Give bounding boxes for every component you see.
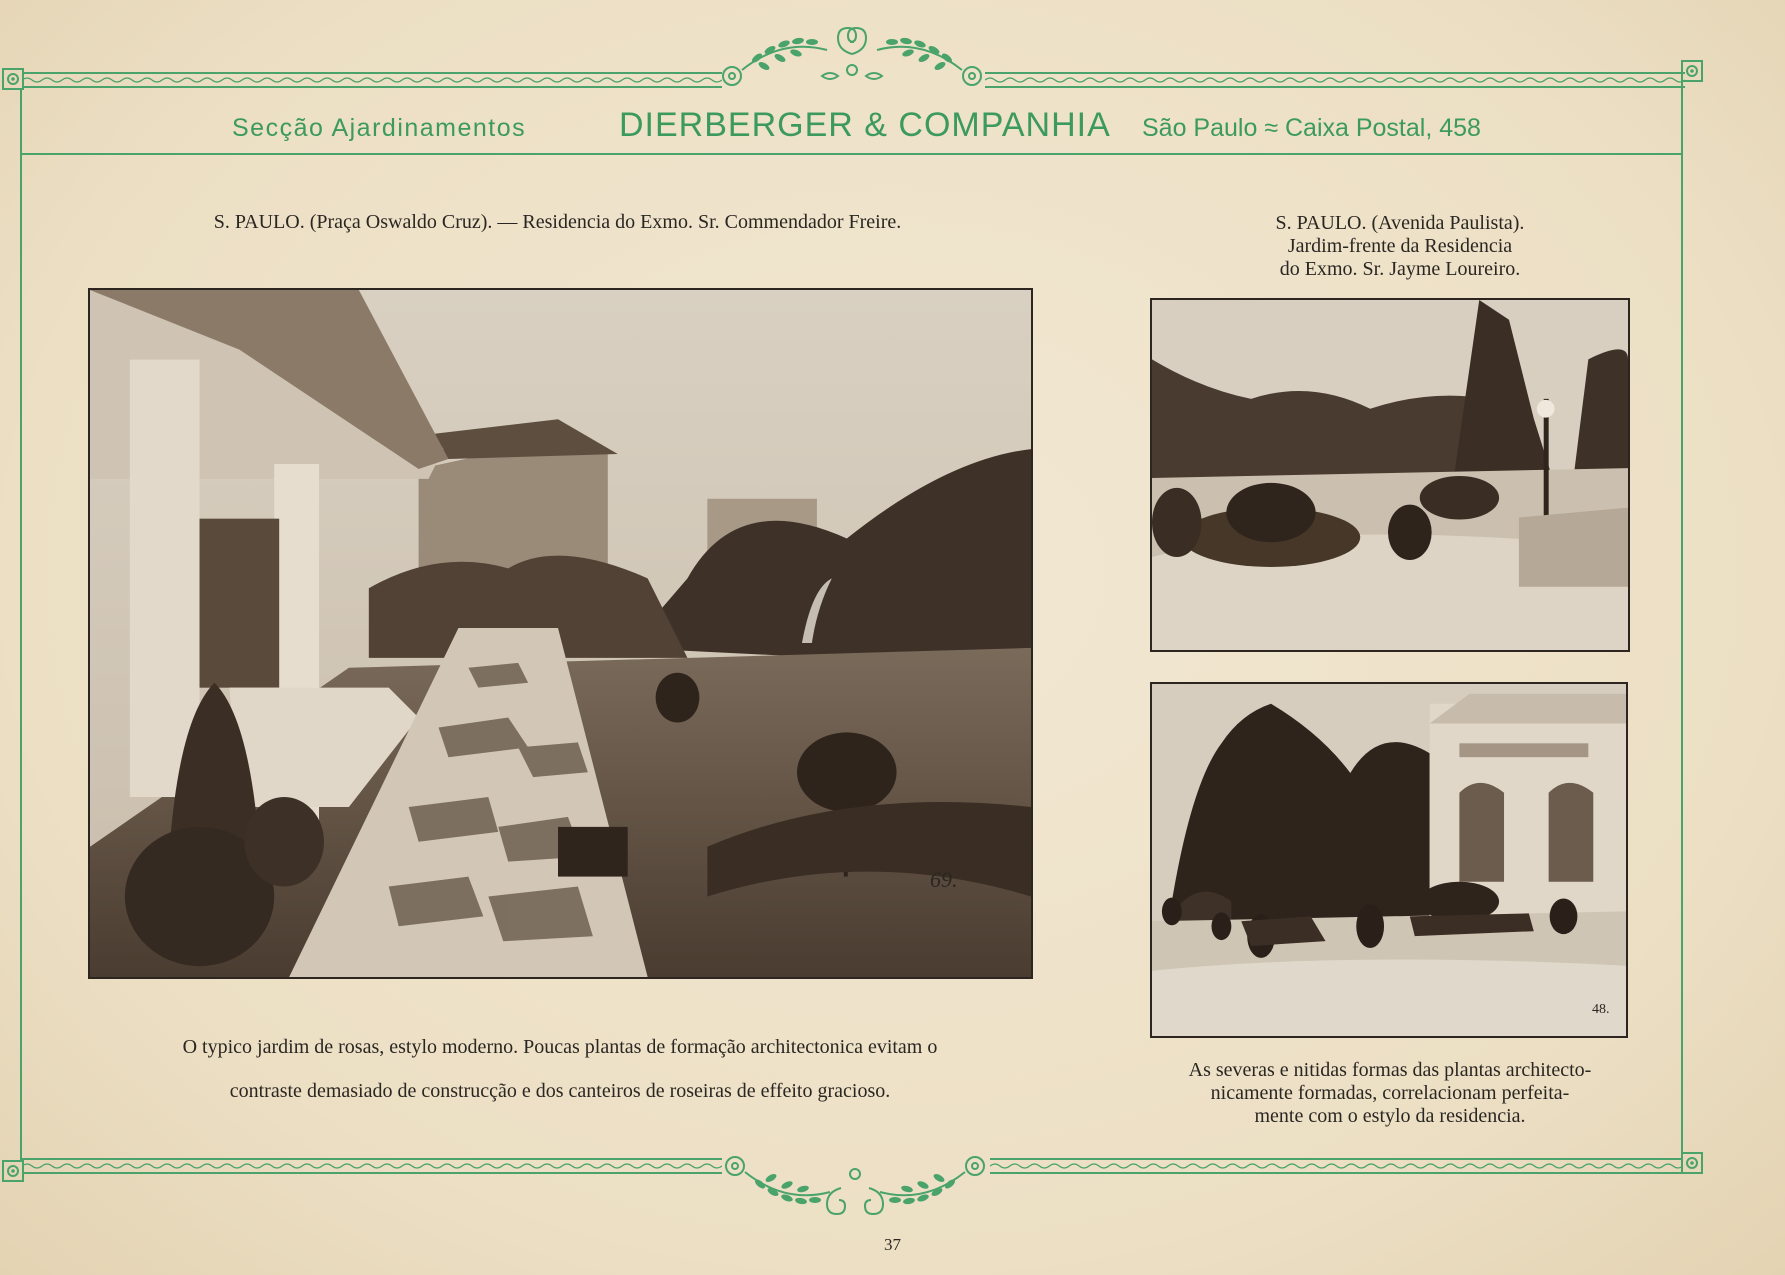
- section-title: Secção Ajardinamentos: [232, 114, 527, 142]
- top-border-line-lower: [985, 86, 1685, 88]
- header-rule: [20, 153, 1683, 155]
- bottom-laurel-ornament: [715, 1152, 995, 1224]
- bottom-border-line: [22, 1158, 722, 1160]
- corner-rosette-icon: [2, 1160, 24, 1182]
- top-border-line: [985, 72, 1685, 74]
- top-laurel-ornament: [712, 18, 992, 90]
- company-name: DIERBERGER & COMPANHIA: [619, 106, 1111, 144]
- right-description-line2: nicamente formadas, correlacionam perfeita-: [1210, 1082, 1570, 1104]
- corner-rosette-icon: [1681, 60, 1703, 82]
- photo-number: 69.: [930, 867, 958, 892]
- top-border-line: [22, 72, 722, 74]
- right-bottom-garden-photo: [1150, 682, 1628, 1038]
- left-border-line: [20, 90, 22, 1162]
- right-description-line1: As severas e nitidas formas das plantas architecto-: [1188, 1059, 1592, 1081]
- left-description-line2: contraste demasiado de construcção e dos canteiros de roseiras de effeito gracioso.: [229, 1080, 891, 1102]
- bottom-border-wave: [990, 1162, 1683, 1170]
- left-description-line1: O typico jardim de rosas, estylo moderno. Poucas plantas de formação architectonica evitam o: [182, 1036, 938, 1058]
- company-address: São Paulo ≈ Caixa Postal, 458: [1142, 114, 1481, 142]
- bottom-border-line-lower: [990, 1172, 1683, 1174]
- corner-rosette-icon: [1681, 1152, 1703, 1174]
- left-photo-caption: S. PAULO. (Praça Oswaldo Cruz). — Residencia do Exmo. Sr. Commendador Freire.: [213, 211, 902, 233]
- right-border-line: [1681, 82, 1683, 1154]
- photo-number: 48.: [1592, 1002, 1610, 1017]
- right-photo-caption-line2: Jardim-frente da Residencia: [1287, 235, 1513, 257]
- top-border-wave: [22, 76, 722, 84]
- bottom-border-line: [990, 1158, 1683, 1160]
- top-border-wave: [985, 76, 1685, 84]
- right-top-garden-photo: [1150, 298, 1630, 652]
- right-photo-caption-line1: S. PAULO. (Avenida Paulista).: [1275, 212, 1525, 234]
- bottom-border-wave: [22, 1162, 722, 1170]
- bottom-border-line-lower: [22, 1172, 722, 1174]
- right-description-line3: mente com o estylo da residencia.: [1254, 1105, 1526, 1127]
- top-border-line-lower: [22, 86, 722, 88]
- corner-rosette-icon: [2, 68, 24, 90]
- left-garden-photo: [88, 288, 1033, 979]
- right-photo-caption-line3: do Exmo. Sr. Jayme Loureiro.: [1279, 258, 1521, 280]
- page-number: 37: [884, 1235, 901, 1254]
